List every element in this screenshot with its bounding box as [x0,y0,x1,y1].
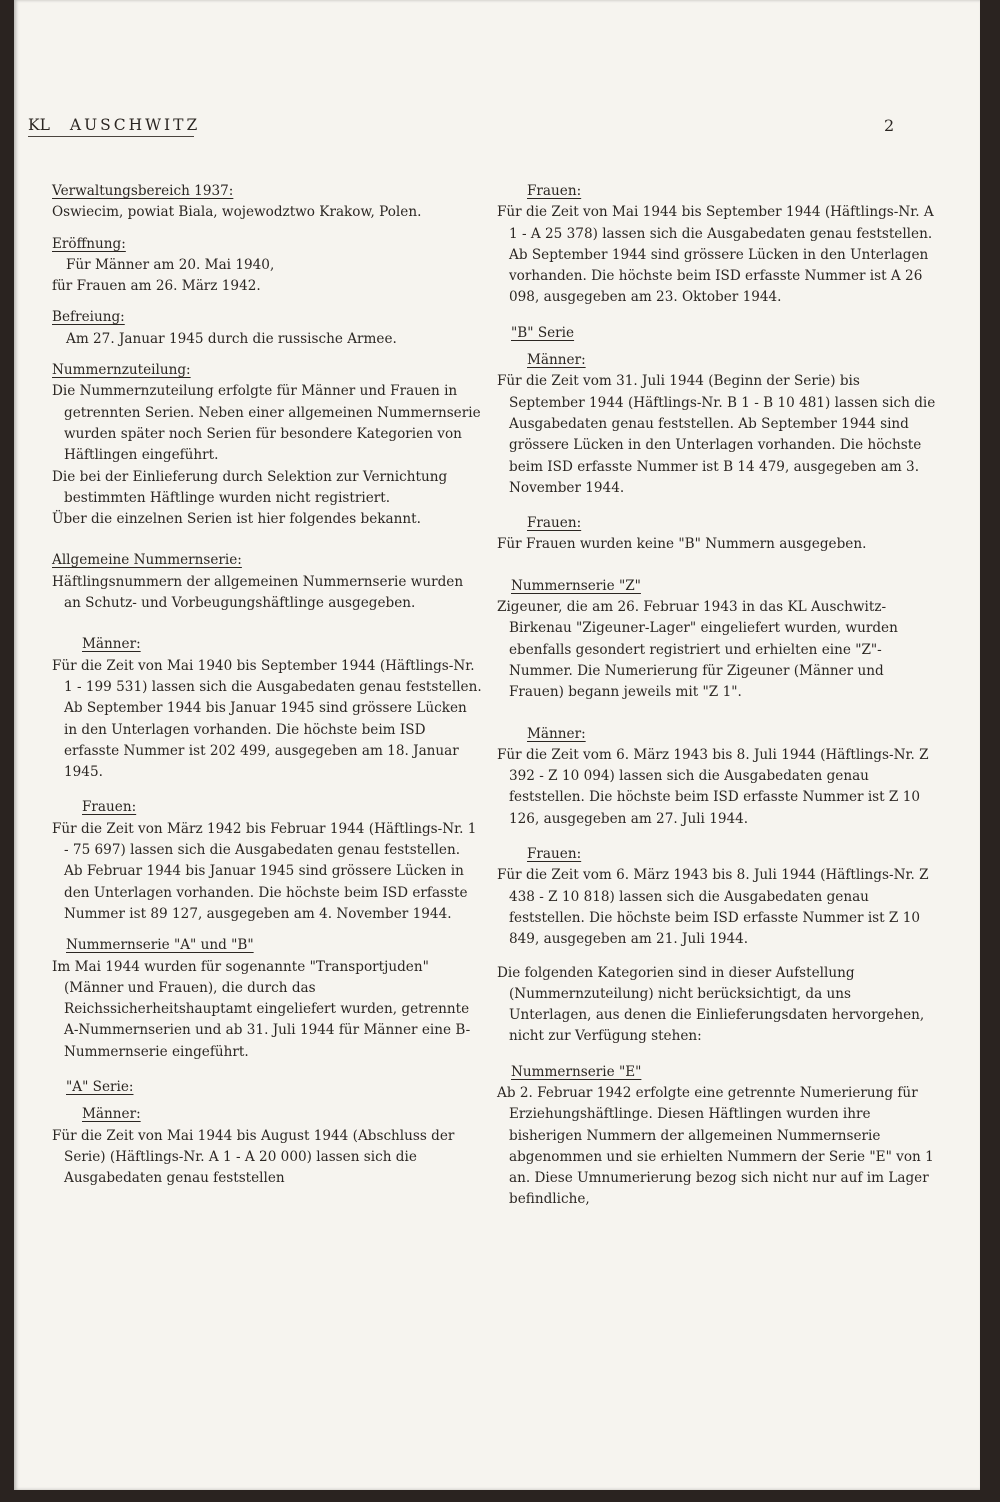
z-frauen-text: Für die Zeit vom 6. März 1943 bis 8. Juli 1944 (Häftlings-Nr. Z 438 - Z 10 818) lassen sich die Ausgabedaten genau feststellen. Die höchste beim ISD erfasste Nummer ist Z 10 849, ausgegeben am 21. Juli 1944. [497,867,929,948]
left-column [52,181,482,1189]
section-heading-nummernserie-z: Nummernserie "Z" [511,577,641,594]
b-maenner-text: Für die Zeit vom 31. Juli 1944 (Beginn der Serie) bis September 1944 (Häftlings-Nr. B 1 - B 10 481) lassen sich die Ausgabedaten genau feststellen. Ab September 1944 sind grössere Lücken in den Unterlagen vorhanden. Die höchste beim ISD erfasste Nummer ist B 14 479, ausgegeben am 3. November 1944. [497,373,936,496]
subheading-z-maenner: Männer: [527,725,586,742]
subheading-frauen: Frauen: [82,799,137,816]
section-heading-nummernserie-a-b: Nummernserie "A" und "B" [66,937,254,954]
subheading-z-frauen: Frauen: [527,846,582,863]
eroeffnung-line-1: Für Männer am 20. Mai 1940, [66,256,275,273]
nummernserie-e-text: Ab 2. Februar 1942 erfolgte eine getrennte Numerierung für Erziehungshäftlinge. Diesen Häftlingen wurden ihre bisherigen Nummern der allgemeinen Nummernserie abgenommen und sie erhielten Nummern der Serie "E" von 1 an. Diese Umnumerierung bezog sich nicht nur auf im Lager befindliche, [497,1084,934,1208]
right-column [497,181,937,1211]
allgemeine-nummernserie-text: Häftlingsnummern der allgemeinen Nummernserie wurden an Schutz- und Vorbeugungshäftlinge ausgegeben. [52,573,464,612]
verwaltungsbereich-text: Oswiecim, powiat Biala, wojewodztwo Krakow, Polen. [52,204,422,221]
subheading-a-maenner: Männer: [82,1106,141,1123]
subheading-b-frauen: Frauen: [527,515,582,532]
header-title: AUSCHWITZ [69,116,201,134]
befreiung-text: Am 27. Januar 1945 durch die russische Armee. [66,330,397,347]
eroeffnung-line-2: für Frauen am 26. März 1942. [52,278,261,295]
nummernzuteilung-paragraph-3: Über die einzelnen Serien ist hier folgendes bekannt. [52,511,421,528]
kategorien-text: Die folgenden Kategorien sind in dieser Aufstellung (Nummernzuteilung) nicht berücksichtigt, da uns Unterlagen, aus denen die Einlieferungsdaten hervorgehen, nicht zur Verfügung stehen: [497,964,925,1045]
a-maenner-text: Für die Zeit von Mai 1944 bis August 1944 (Abschluss der Serie) (Häftlings-Nr. A 1 - A 20 000) lassen sich die Ausgabedaten genau feststellen [52,1127,455,1187]
section-heading-nummernserie-e: Nummernserie "E" [511,1063,642,1080]
subheading-b-maenner: Männer: [527,352,586,369]
a-frauen-text: Für die Zeit von Mai 1944 bis September 1944 (Häftlings-Nr. A 1 - A 25 378) lassen sich die Ausgabedaten genau feststellen. Ab September 1944 sind grössere Lücken in den Unterlagen vorhanden. Die höchste beim ISD erfasste Nummer ist A 26 098, ausgegeben am 23. Oktober 1944. [497,204,934,306]
subheading-a-serie: "A" Serie: [66,1078,134,1095]
maenner-text: Für die Zeit von Mai 1940 bis September 1944 (Häftlings-Nr. 1 - 199 531) lassen sich die Ausgabedaten genau feststellen. Ab September 1944 bis Januar 1945 sind grössere Lücken in den Unterlagen vorhanden. Die höchste beim ISD erfasste Nummer ist 202 499, ausgegeben am 18. Januar 1945. [52,657,482,781]
section-heading-eroeffnung: Eröffnung: [52,235,126,252]
nummernzuteilung-paragraph-1: Die Nummernzuteilung erfolgte für Männer und Frauen in getrennten Serien. Neben einer allgemeinen Nummernserie wurden später noch Serien für besondere Kategorien von Häftlingen eingeführt. [52,383,481,464]
page-number: 2 [884,116,895,135]
page-header [28,116,201,137]
section-heading-verwaltungsbereich: Verwaltungsbereich 1937: [52,183,234,199]
document-page [14,0,980,1490]
nummernserie-a-b-text: Im Mai 1944 wurden für sogenannte "Transportjuden" (Männer und Frauen), die durch das Reichssicherheitshauptamt eingeliefert wurden, getrennte A-Nummernserien und ab 31. Juli 1944 für Männer eine B-Nummernserie eingeführt. [52,958,471,1060]
nummernserie-z-text: Zigeuner, die am 26. Februar 1943 in das KL Auschwitz-Birkenau "Zigeuner-Lager" eingeliefert wurden, wurden ebenfalls gesondert registriert und erhielten eine "Z"-Nummer. Die Numerierung für Zigeuner (Männer und Frauen) begann jeweils mit "Z 1". [497,599,898,701]
b-frauen-text: Für Frauen wurden keine "B" Nummern ausgegeben. [497,536,867,553]
header-prefix: KL [28,116,50,134]
z-maenner-text: Für die Zeit vom 6. März 1943 bis 8. Juli 1944 (Häftlings-Nr. Z 392 - Z 10 094) lassen sich die Ausgabedaten genau feststellen. Die höchste beim ISD erfasste Nummer ist Z 10 126, ausgegeben am 27. Juli 1944. [497,746,929,827]
subheading-maenner: Männer: [82,636,141,653]
nummernzuteilung-paragraph-2: Die bei der Einlieferung durch Selektion zur Vernichtung bestimmten Häftlinge wurden nicht registriert. [52,468,448,506]
section-heading-allgemeine-nummernserie: Allgemeine Nummernserie: [52,552,242,569]
section-heading-befreiung: Befreiung: [52,309,125,326]
subheading-b-serie: "B" Serie [511,324,575,341]
section-heading-nummernzuteilung: Nummernzuteilung: [52,362,191,379]
frauen-text: Für die Zeit von März 1942 bis Februar 1944 (Häftlings-Nr. 1 - 75 697) lassen sich die Ausgabedaten genau feststellen. Ab Februar 1944 bis Januar 1945 sind grössere Lücken in den Unterlagen vorhanden. Die höchste beim ISD erfasste Nummer ist 89 127, ausgegeben am 4. November 1944. [52,820,477,922]
subheading-a-frauen: Frauen: [527,183,582,199]
